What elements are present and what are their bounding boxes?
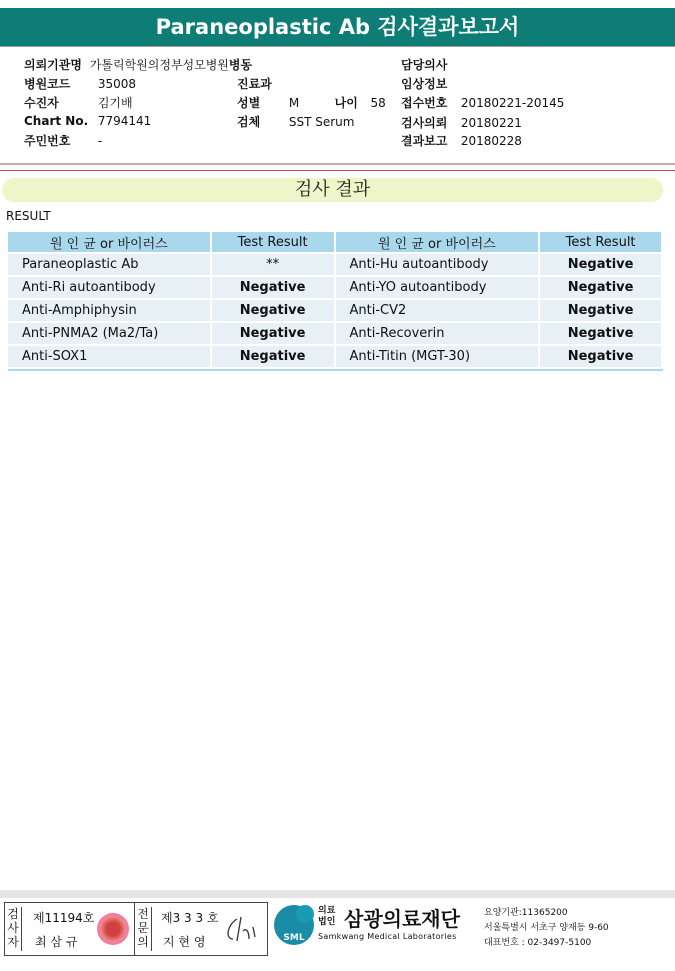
test-result: Negative bbox=[211, 276, 335, 299]
info-label: 검체 bbox=[237, 115, 261, 129]
info-value: SST Serum bbox=[288, 115, 355, 129]
logo-dot bbox=[296, 905, 314, 923]
info-specimen bbox=[237, 113, 354, 130]
org-kind: 의료 법인 bbox=[318, 906, 336, 927]
info-request-date bbox=[401, 114, 522, 131]
test-name: Paraneoplastic Ab bbox=[8, 253, 211, 276]
specialist-label: 전문의 bbox=[135, 907, 152, 951]
info-client bbox=[24, 56, 252, 73]
test-result: ** bbox=[211, 253, 335, 276]
table-row bbox=[8, 299, 662, 322]
info-label: 접수번호 bbox=[401, 96, 448, 110]
info-value: 20180228 bbox=[460, 134, 522, 148]
test-name: Anti-YO autoantibody bbox=[335, 276, 540, 299]
info-value: 20180221-20145 bbox=[460, 96, 565, 110]
seal-stamp bbox=[97, 913, 129, 945]
info-label: 결과보고 bbox=[401, 134, 448, 148]
org-name-en: Samkwang Medical Laboratories bbox=[318, 932, 457, 941]
table-row bbox=[8, 276, 662, 299]
info-value: 가톨릭학원의정부성모병원 bbox=[89, 58, 229, 72]
table-header-row bbox=[8, 232, 662, 253]
examiner-name: 최 삼 규 bbox=[35, 935, 78, 949]
divider bbox=[0, 163, 675, 165]
org-code: 요양기관:11365200 bbox=[484, 908, 568, 918]
info-value: - bbox=[97, 134, 103, 148]
column-header: Test Result bbox=[211, 232, 335, 253]
footer-band bbox=[0, 890, 675, 898]
info-label: 담당의사 bbox=[401, 58, 448, 72]
result-table bbox=[8, 232, 663, 367]
test-name: Anti-PNMA2 (Ma2/Ta) bbox=[8, 322, 211, 345]
info-resident-no bbox=[24, 132, 102, 149]
info-value: 7794141 bbox=[97, 114, 152, 128]
info-doctor bbox=[401, 56, 461, 73]
test-name: Anti-Ri autoantibody bbox=[8, 276, 211, 299]
column-header: 원 인 균 or 바이러스 bbox=[8, 232, 211, 253]
table-underline bbox=[8, 369, 663, 371]
info-label: 병원코드 bbox=[24, 77, 71, 91]
org-address: 서울특별시 서초구 양재동 9-60 bbox=[484, 923, 609, 933]
info-value: 20180221 bbox=[460, 116, 522, 130]
report-title: Paraneoplastic Ab 검사결과보고서 bbox=[0, 8, 675, 46]
test-result: Negative bbox=[539, 322, 662, 345]
info-department bbox=[237, 75, 276, 92]
table-row bbox=[8, 322, 662, 345]
info-label: 임상정보 bbox=[401, 77, 448, 91]
test-name: Anti-CV2 bbox=[335, 299, 540, 322]
test-result: Negative bbox=[211, 322, 335, 345]
test-name: Anti-SOX1 bbox=[8, 345, 211, 367]
table-row bbox=[8, 345, 662, 367]
column-header: 원 인 균 or 바이러스 bbox=[335, 232, 540, 253]
section-title: 검사 결과 bbox=[2, 178, 663, 202]
signature-icon bbox=[223, 913, 259, 945]
test-name: Anti-Titin (MGT-30) bbox=[335, 345, 540, 367]
info-clinical bbox=[401, 75, 461, 92]
info-chart-no bbox=[24, 114, 151, 128]
info-label: 병동 bbox=[228, 58, 253, 72]
info-label: 수진자 bbox=[24, 96, 59, 110]
examiner-label: 검사자 bbox=[5, 907, 22, 951]
test-result: Negative bbox=[539, 276, 662, 299]
divider bbox=[0, 170, 675, 171]
table-row bbox=[8, 253, 662, 276]
header-divider bbox=[0, 46, 675, 47]
specialist-box bbox=[134, 902, 268, 956]
test-name: Anti-Amphiphysin bbox=[8, 299, 211, 322]
specialist-name: 지 현 영 bbox=[163, 935, 206, 949]
info-label: Chart No. bbox=[24, 114, 89, 128]
column-header: Test Result bbox=[539, 232, 662, 253]
info-value: 김기배 bbox=[97, 96, 133, 110]
info-label: 나이 bbox=[334, 96, 358, 110]
test-result: Negative bbox=[539, 299, 662, 322]
sml-logo-icon: SML bbox=[274, 905, 314, 945]
info-sex bbox=[237, 94, 386, 111]
info-label: 검사의뢰 bbox=[401, 116, 448, 130]
info-report-date bbox=[401, 132, 522, 149]
test-name: Anti-Recoverin bbox=[335, 322, 540, 345]
info-label: 진료과 bbox=[237, 77, 272, 91]
info-value: M bbox=[288, 96, 300, 110]
info-patient bbox=[24, 94, 133, 111]
examiner-license: 제11194호 bbox=[33, 911, 95, 925]
org-name: 삼광의료재단 bbox=[344, 907, 460, 931]
org-phone: 대표번호 : 02-3497-5100 bbox=[484, 938, 592, 948]
info-hospital-code bbox=[24, 75, 136, 92]
info-value: 58 bbox=[370, 96, 386, 110]
test-result: Negative bbox=[211, 345, 335, 367]
test-result: Negative bbox=[539, 345, 662, 367]
info-label: 의뢰기관명 bbox=[24, 58, 82, 72]
result-label: RESULT bbox=[6, 209, 51, 223]
test-result: Negative bbox=[539, 253, 662, 276]
info-label: 성별 bbox=[237, 96, 261, 110]
specialist-license: 제3 3 3 호 bbox=[161, 911, 219, 925]
test-result: Negative bbox=[211, 299, 335, 322]
info-value: 35008 bbox=[97, 77, 137, 91]
info-receipt-no bbox=[401, 94, 564, 111]
examiner-box bbox=[4, 902, 136, 956]
info-label: 주민번호 bbox=[24, 134, 71, 148]
test-name: Anti-Hu autoantibody bbox=[335, 253, 540, 276]
